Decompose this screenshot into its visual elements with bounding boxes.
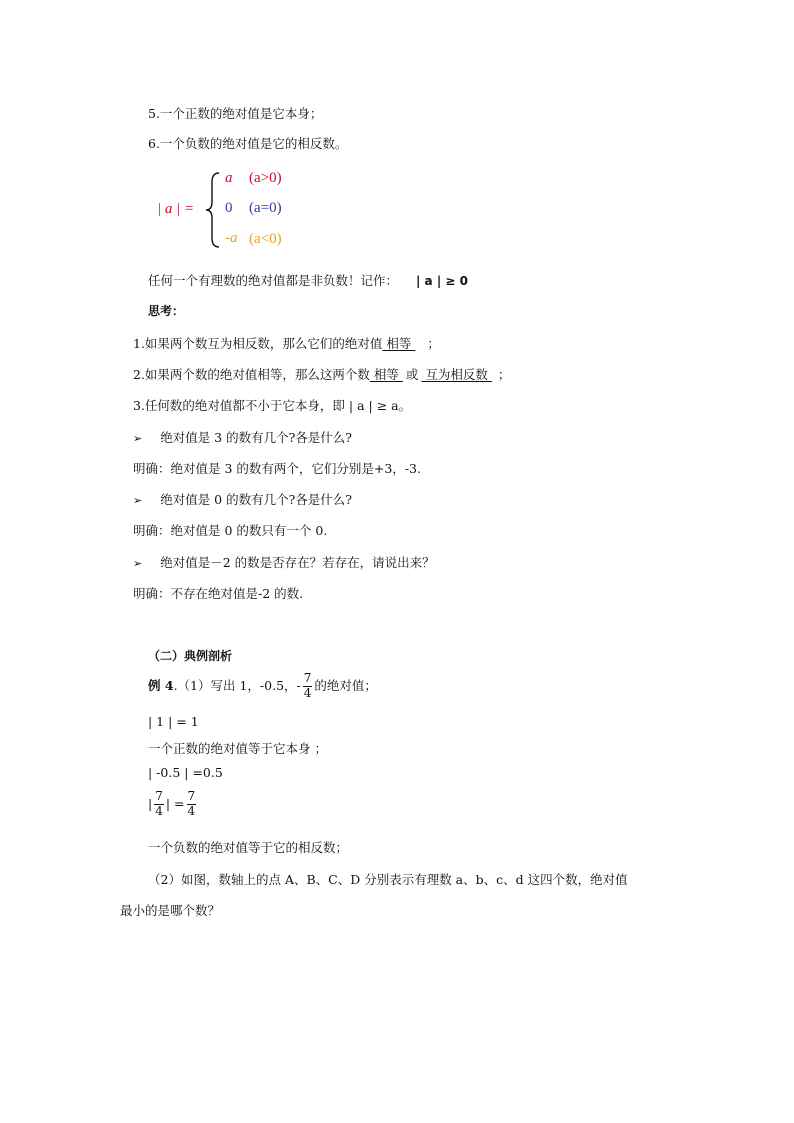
fraction-7-4-right: $\frac{7}{4}$ <box>187 789 196 818</box>
question-3: 3.任何数的绝对值都不小于它本身，即 | a | ≥ a。 <box>133 398 412 413</box>
abs-of-1: | 1 | = 1 <box>148 714 199 729</box>
part-2-line-2: 最小的是哪个数？ <box>120 903 221 918</box>
q1-answer: 相等 <box>382 336 416 351</box>
q2-answer-1: 相等 <box>369 367 403 382</box>
case-2-condition: (a=0) <box>249 200 282 216</box>
answer-3: 明确：不存在绝对值是-2 的数. <box>133 586 304 601</box>
rule-6: 6.一个负数的绝对值是它的相反数。 <box>148 136 348 151</box>
bullet-2: ➢ 绝对值是 0 的数有几个?各是什么? <box>133 492 353 507</box>
answer-2: 明确：绝对值是 0 的数只有一个 0. <box>133 523 328 538</box>
q2-answer-2: 互为相反数 <box>421 367 492 382</box>
rule-5: 5.一个正数的绝对值是它本身； <box>148 106 323 121</box>
bullet-3: ➢ 绝对值是－2 的数是否存在？若存在，请说出来？ <box>133 555 435 570</box>
think-title: 思考： <box>148 304 185 318</box>
nonneg-statement <box>148 271 468 289</box>
negative-rule: 一个负数的绝对值等于它的相反数； <box>148 840 349 855</box>
left-brace-icon <box>204 170 224 250</box>
answer-1: 明确：绝对值是 3 的数有两个，它们分别是+3，-3. <box>133 461 421 476</box>
abs-of-fraction: | $\frac{7}{4}$ | = $\frac{7}{4}$ <box>148 789 196 818</box>
part-2-line-1: （2）如图，数轴上的点 A、B、C、D 分别表示有理数 a、b、c、d 这四个数，绝对值 <box>148 872 628 887</box>
bullet-1: ➢ 绝对值是 3 的数有几个?各是什么? <box>133 430 353 445</box>
case-1-condition: (a>0) <box>249 170 282 186</box>
case-3-value: -a <box>225 230 238 246</box>
fraction-7-4: $\frac{7}{4}$ <box>303 671 312 700</box>
case-3-condition: (a<0) <box>249 231 282 247</box>
bullet-arrow-icon: ➢ <box>133 557 143 570</box>
bullet-arrow-icon: ➢ <box>133 432 143 445</box>
abs-of-neg-half: | -0.5 | =0.5 <box>148 765 223 780</box>
question-1: 1.如果两个数互为相反数，那么它们的绝对值 相等 ； <box>133 336 440 351</box>
section-heading: （二）典例剖析 <box>148 649 233 663</box>
piecewise-lhs <box>157 201 194 218</box>
nonneg-text: 任何一个有理数的绝对值都是非负数！记作： <box>148 273 399 288</box>
case-1-value: a <box>225 170 233 186</box>
bullet-arrow-icon: ➢ <box>133 494 143 507</box>
positive-rule: 一个正数的绝对值等于它本身 ； <box>148 741 327 756</box>
example-4: 例 4.（1）写出 1，-0.5，- $\frac{7}{4}$ 的绝对值； <box>148 671 377 700</box>
case-2-value: 0 <box>225 200 233 216</box>
fraction-7-4-left: $\frac{7}{4}$ <box>155 789 163 818</box>
example-4-label: 例 4 <box>148 677 174 693</box>
question-2: 2.如果两个数的绝对值相等，那么这两个数 相等 或 互为相反数 ； <box>133 367 511 382</box>
piecewise-lhs-text: | a | = <box>157 201 195 217</box>
nonneg-formula: | a | ≥ 0 <box>416 274 468 288</box>
